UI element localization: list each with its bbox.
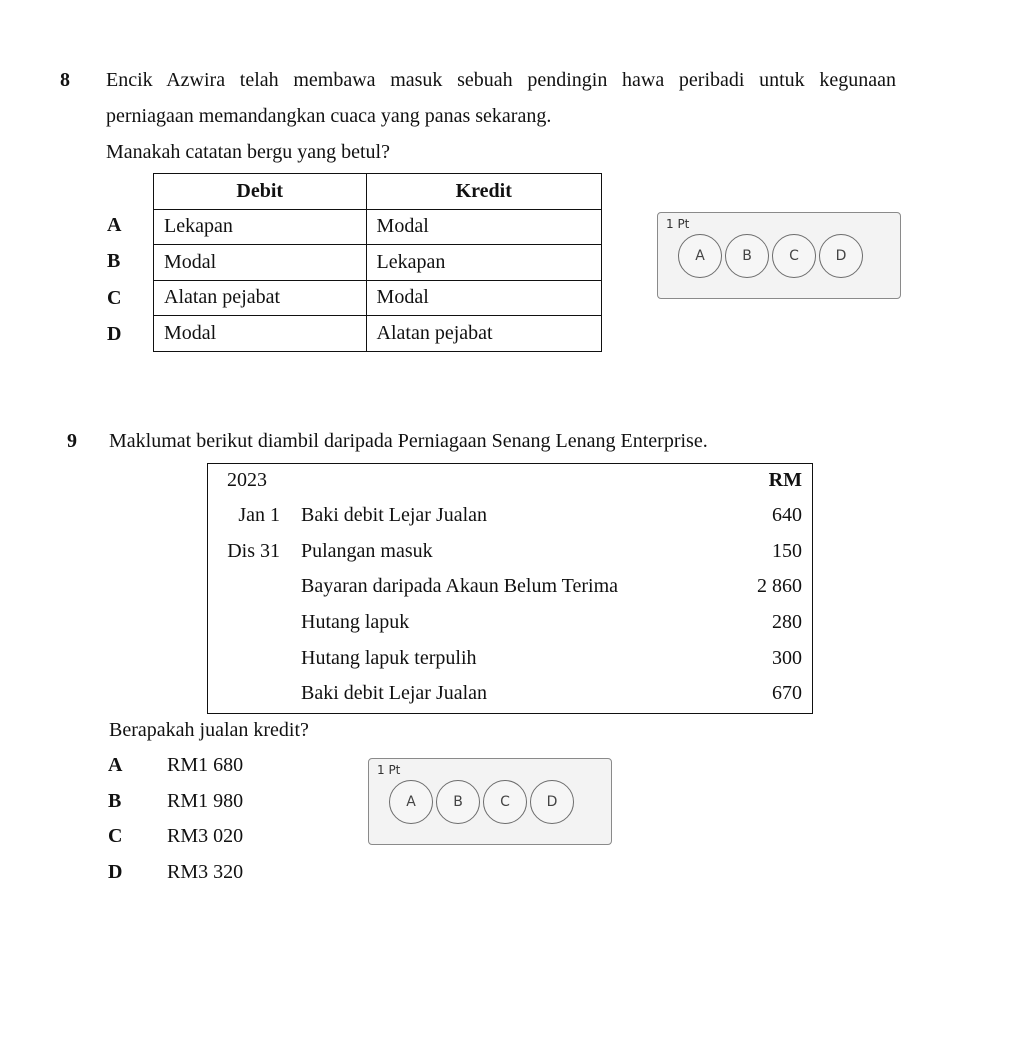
ledger-amount: 280: [772, 611, 802, 633]
kredit-cell: Modal: [366, 209, 601, 245]
kredit-cell: Alatan pejabat: [366, 316, 601, 352]
points-label: 1 Pt: [377, 763, 401, 777]
answer-bubble-c[interactable]: C: [483, 780, 527, 824]
points-label: 1 Pt: [666, 217, 690, 231]
q9-option-label-b: B: [108, 790, 122, 812]
ledger-amount: 150: [772, 540, 802, 562]
ledger-description: Bayaran daripada Akaun Belum Terima: [301, 575, 619, 597]
q8-row-label-d: D: [107, 323, 122, 345]
answer-bubble-d[interactable]: D: [530, 780, 574, 824]
q8-row-label-a: A: [107, 214, 122, 236]
answer-bubble-a[interactable]: A: [389, 780, 433, 824]
q9-option-text-b: RM1 980: [167, 790, 244, 812]
ledger-date: Jan 1: [238, 504, 280, 526]
q9-option-label-d: D: [108, 861, 123, 883]
ledger-row: [208, 610, 812, 634]
debit-cell: Modal: [154, 316, 367, 352]
question-8-number: 8: [60, 69, 70, 91]
kredit-cell: Modal: [366, 280, 601, 316]
ledger-amount: 300: [772, 647, 802, 669]
ledger-row: [208, 681, 812, 705]
q8-row-label-c: C: [107, 287, 122, 309]
ledger-currency-header: RM: [768, 469, 802, 491]
ledger-description: Hutang lapuk: [301, 611, 410, 633]
q9-ledger-box: [207, 463, 813, 714]
ledger-row: [208, 574, 812, 598]
answer-bubble-b[interactable]: B: [725, 234, 769, 278]
ledger-row: [208, 539, 812, 563]
q9-option-label-c: C: [108, 825, 123, 847]
question-8-prompt: Manakah catatan bergu yang betul?: [106, 141, 390, 163]
debit-cell: Alatan pejabat: [154, 280, 367, 316]
question-9-number: 9: [67, 430, 77, 452]
q8-row-label-b: B: [107, 250, 121, 272]
table-row: [154, 316, 602, 352]
q9-answer-widget: [368, 758, 612, 845]
q9-option-text-d: RM3 320: [167, 861, 244, 883]
q9-option-label-a: A: [108, 754, 123, 776]
kredit-cell: Lekapan: [366, 245, 601, 281]
column-header-debit: Debit: [154, 174, 367, 210]
answer-bubble-d[interactable]: D: [819, 234, 863, 278]
q9-option-text-a: RM1 680: [167, 754, 244, 776]
answer-bubble-a[interactable]: A: [678, 234, 722, 278]
ledger-amount: 2 860: [757, 575, 802, 597]
ledger-description: Baki debit Lejar Jualan: [301, 504, 488, 526]
ledger-description: Pulangan masuk: [301, 540, 433, 562]
ledger-row: [208, 646, 812, 670]
question-9-intro: Maklumat berikut diambil daripada Perniagaan Senang Lenang Enterprise.: [109, 430, 708, 452]
column-header-kredit: Kredit: [366, 174, 601, 210]
ledger-description: Baki debit Lejar Jualan: [301, 682, 488, 704]
q8-answer-widget: [657, 212, 901, 299]
ledger-amount: 640: [772, 504, 802, 526]
debit-cell: Modal: [154, 245, 367, 281]
ledger-header-row: [208, 468, 812, 492]
table-row: [154, 209, 602, 245]
q9-option-text-c: RM3 020: [167, 825, 244, 847]
table-row: [154, 245, 602, 281]
ledger-year: 2023: [227, 469, 267, 491]
debit-cell: Lekapan: [154, 209, 367, 245]
ledger-amount: 670: [772, 682, 802, 704]
table-header-row: [154, 174, 602, 210]
answer-bubble-c[interactable]: C: [772, 234, 816, 278]
question-8-text-line1: Encik Azwira telah membawa masuk sebuah pendingin hawa peribadi untuk kegunaan: [106, 69, 896, 91]
answer-bubble-b[interactable]: B: [436, 780, 480, 824]
table-row: [154, 280, 602, 316]
ledger-row: [208, 503, 812, 527]
ledger-date: Dis 31: [227, 540, 280, 562]
answer-choices: [678, 234, 863, 278]
question-8-text-line2: perniagaan memandangkan cuaca yang panas sekarang.: [106, 105, 552, 127]
ledger-description: Hutang lapuk terpulih: [301, 647, 477, 669]
q8-journal-table: [153, 173, 602, 352]
question-9-prompt: Berapakah jualan kredit?: [109, 719, 309, 741]
answer-choices: [389, 780, 574, 824]
